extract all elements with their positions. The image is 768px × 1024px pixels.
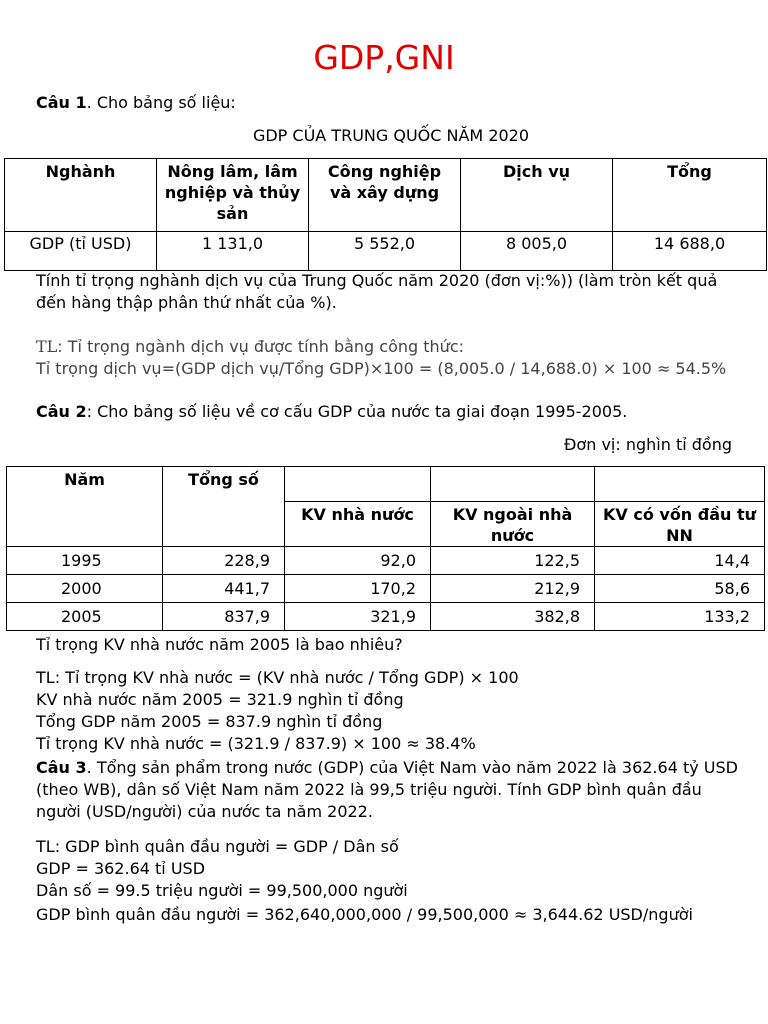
q1-answer-text: : Tỉ trọng ngành dịch vụ được tính bằng công thức:: [57, 337, 464, 356]
q1-table-title: GDP CỦA TRUNG QUỐC NĂM 2020: [252, 126, 530, 145]
q2-header-empty: [431, 467, 595, 502]
q2-header-cell: KV nhà nước: [285, 502, 431, 547]
q1-table-header-row: [5, 159, 767, 232]
q2-header-cell: Tổng số: [163, 467, 285, 547]
q2-answer-line: Tổng GDP năm 2005 = 837.9 nghìn tỉ đồng: [36, 712, 383, 731]
q2-header-cell: Năm: [7, 467, 163, 547]
q2-table: [6, 466, 765, 631]
q2-cell: 14,4: [595, 547, 765, 575]
q2-unit: Đơn vị: nghìn tỉ đồng: [564, 435, 732, 454]
q1-answer-line2: Tỉ trọng dịch vụ=(GDP dịch vụ/Tổng GDP)×100 = (8,005.0 / 14,688.0) × 100 ≈ 54.5%: [36, 359, 727, 378]
q2-intro-text: : Cho bảng số liệu về cơ cấu GDP của nước ta giai đoạn 1995-2005.: [86, 402, 628, 421]
q1-label: Câu 1: [36, 93, 87, 112]
table-row: [7, 575, 765, 603]
q1-table-cell: 1 131,0: [157, 232, 309, 271]
q2-header-empty: [595, 467, 765, 502]
q1-answer-label: TL: [36, 337, 58, 356]
q3-label: Câu 3: [36, 758, 87, 777]
q3-answer-line: Dân số = 99.5 triệu người = 99,500,000 người: [36, 881, 408, 900]
q3-answer-line: TL: GDP bình quân đầu người = GDP / Dân số: [36, 837, 399, 856]
q1-answer-line1: [36, 336, 746, 358]
q1-header-cell: Tổng: [613, 159, 767, 232]
q2-table-header-row: [7, 467, 765, 502]
q3-intro-text: . Tổng sản phẩm trong nước (GDP) của Việt Nam vào năm 2022 là 362.64 tỷ USD (theo WB), dân số Việt Nam năm 2022 là 99,5 triệu người. Tính GDP bình quân đầu người (USD/người) của nước ta năm 2022.: [36, 758, 738, 821]
table-row: [7, 603, 765, 631]
q2-cell: 441,7: [163, 575, 285, 603]
q3-answer-line: GDP bình quân đầu người = 362,640,000,000 / 99,500,000 ≈ 3,644.62 USD/người: [36, 905, 693, 924]
q2-cell: 58,6: [595, 575, 765, 603]
q2-cell: 122,5: [431, 547, 595, 575]
q2-label: Câu 2: [36, 402, 87, 421]
q2-cell: 212,9: [431, 575, 595, 603]
q2-question: Tỉ trọng KV nhà nước năm 2005 là bao nhiêu?: [36, 635, 403, 654]
q2-cell: 133,2: [595, 603, 765, 631]
q2-cell-year: 2000: [7, 575, 163, 603]
q2-cell: 228,9: [163, 547, 285, 575]
q2-cell: 170,2: [285, 575, 431, 603]
q1-table: [4, 158, 767, 271]
q2-cell: 321,9: [285, 603, 431, 631]
q2-header-cell: KV có vốn đầu tư NN: [595, 502, 765, 547]
q2-cell-year: 1995: [7, 547, 163, 575]
q2-answer-line: KV nhà nước năm 2005 = 321.9 nghìn tỉ đồng: [36, 690, 404, 709]
table-row: [7, 547, 765, 575]
q2-answer-line: Tỉ trọng KV nhà nước = (321.9 / 837.9) × 100 ≈ 38.4%: [36, 734, 476, 753]
q1-table-cell: 14 688,0: [613, 232, 767, 271]
q1-header-cell: Dịch vụ: [461, 159, 613, 232]
page-title: GDP,GNI: [313, 38, 455, 77]
q1-header-cell: Công nghiệp và xây dựng: [309, 159, 461, 232]
q3-answer-line: GDP = 362.64 tỉ USD: [36, 859, 206, 878]
q1-table-cell: 5 552,0: [309, 232, 461, 271]
q3-intro: [36, 757, 746, 823]
q1-table-cell: 8 005,0: [461, 232, 613, 271]
q1-header-cell: Nông lâm, lâm nghiệp và thủy sản: [157, 159, 309, 232]
q2-cell: 837,9: [163, 603, 285, 631]
q2-header-cell: KV ngoài nhà nước: [431, 502, 595, 547]
q2-cell: 92,0: [285, 547, 431, 575]
q1-intro-text: . Cho bảng số liệu:: [86, 93, 236, 112]
q1-table-row: [5, 232, 767, 271]
q1-intro: [36, 92, 746, 114]
q1-table-cell: GDP (tỉ USD): [5, 232, 157, 271]
q1-header-cell: Nghành: [5, 159, 157, 232]
q2-intro: [36, 401, 746, 423]
q2-cell-year: 2005: [7, 603, 163, 631]
q2-answer-line: TL: Tỉ trọng KV nhà nước = (KV nhà nước / Tổng GDP) × 100: [36, 668, 519, 687]
q2-header-empty: [285, 467, 431, 502]
q2-cell: 382,8: [431, 603, 595, 631]
q1-question: Tính tỉ trọng nghành dịch vụ của Trung Quốc năm 2020 (đơn vị:%)) (làm tròn kết quả đến hàng thập phân thứ nhất của %).: [36, 271, 718, 312]
